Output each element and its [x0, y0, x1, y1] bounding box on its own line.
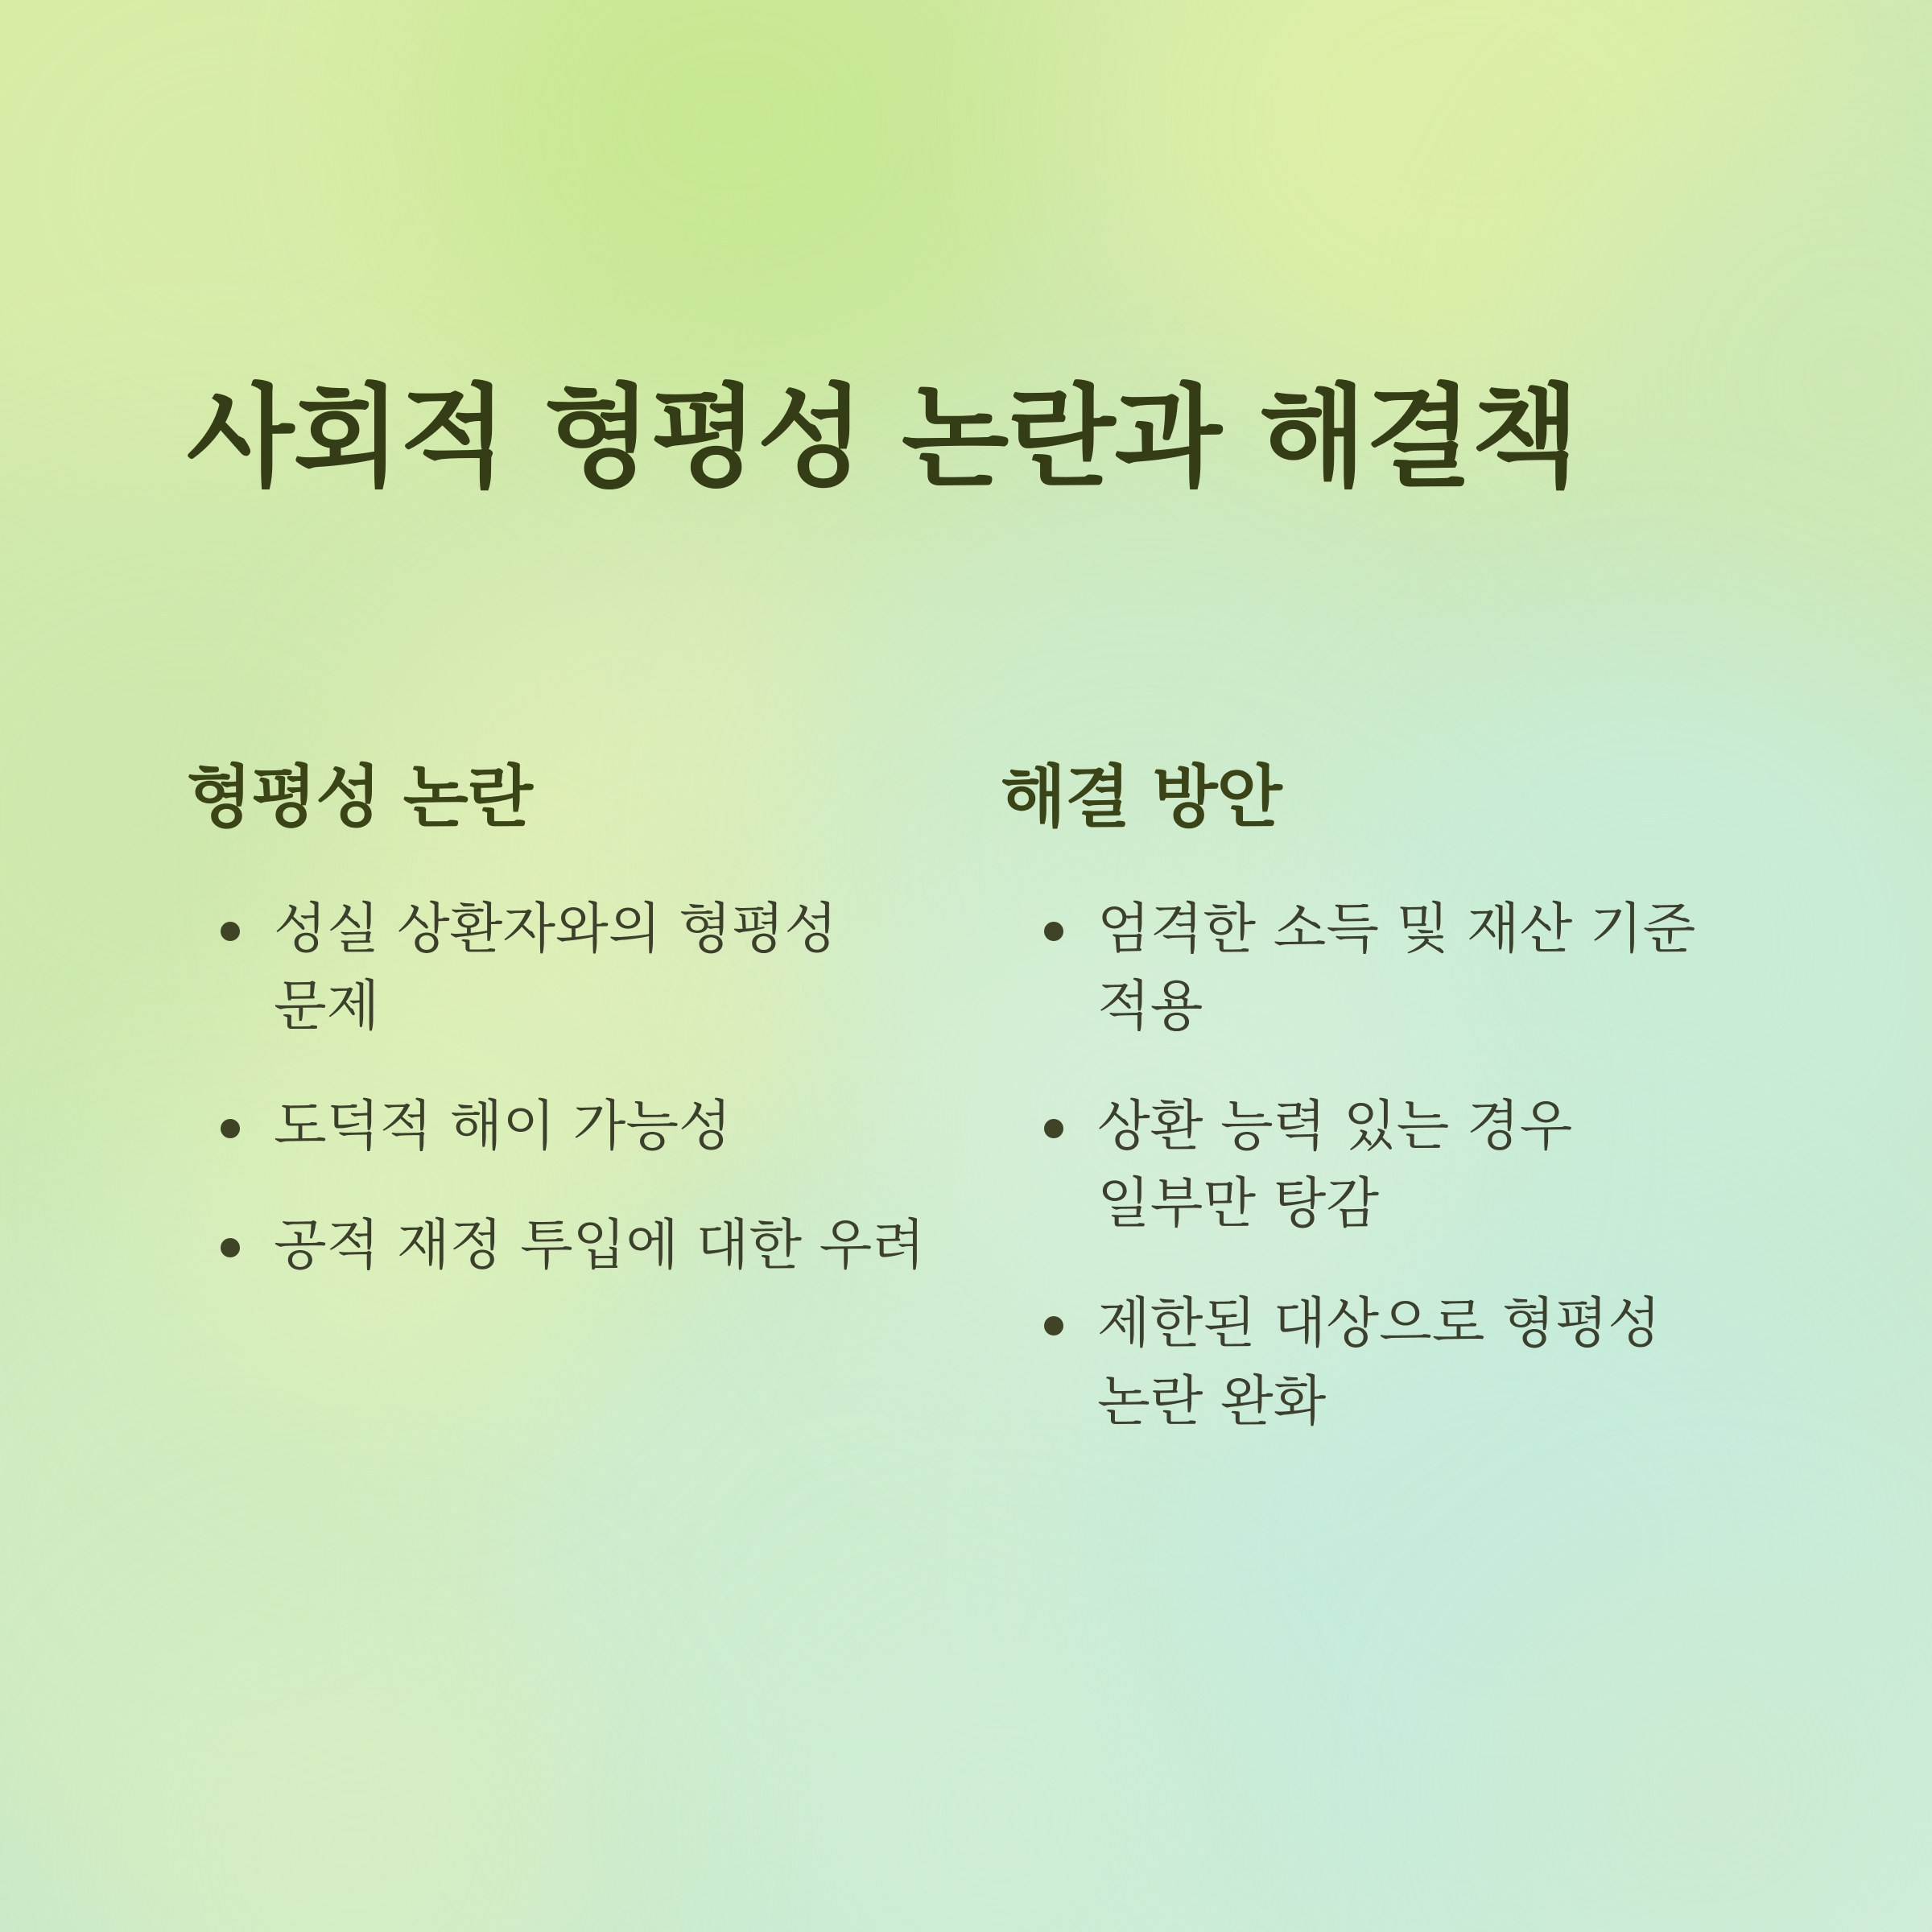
- list-item: 상환 능력 있는 경우 일부만 탕감: [1001, 1088, 1745, 1244]
- list-item: 제한된 대상으로 형평성 논란 완화: [1001, 1286, 1745, 1441]
- list-item: 성실 상환자와의 형평성 문제: [187, 891, 931, 1046]
- content-columns: [187, 757, 1748, 1483]
- bullet-list: [1001, 891, 1745, 1441]
- list-item: 엄격한 소득 및 재산 기준 적용: [1001, 891, 1745, 1046]
- bullet-list: [187, 891, 931, 1286]
- list-item: 도덕적 해이 가능성: [187, 1088, 931, 1166]
- column-solutions: [1001, 757, 1745, 1483]
- column-equity-controversy: [187, 757, 931, 1483]
- list-item: 공적 재정 투입에 대한 우려: [187, 1208, 931, 1286]
- page-title: 사회적 형평성 논란과 해결책: [187, 373, 1579, 503]
- column-heading: 해결 방안: [1001, 758, 1282, 836]
- column-heading: 형평성 논란: [187, 758, 532, 836]
